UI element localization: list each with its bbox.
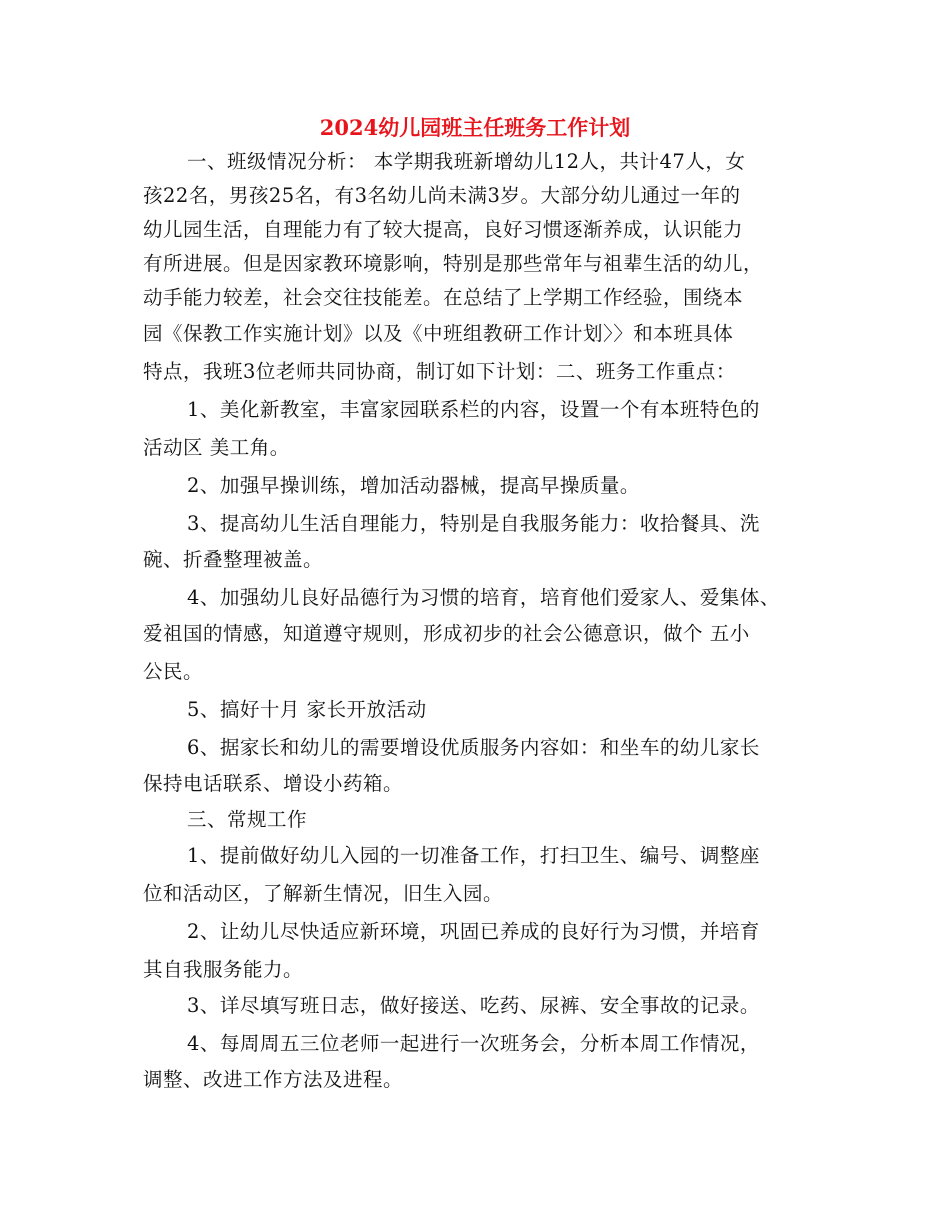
paragraph-line: 其自我服务能力。 xyxy=(143,958,304,981)
document-title: 2024幼儿园班主任班务工作计划 xyxy=(319,115,631,140)
paragraph-line: 有所进展。但是因家教环境影响，特别是那些常年与祖辈生活的幼儿， xyxy=(143,252,764,275)
paragraph-line: 爱祖国的情感，知道遵守规则，形成初步的社会公德意识，做个 五小 xyxy=(143,622,750,645)
paragraph-line: 1、提前做好幼儿入园的一切准备工作，打扫卫生、编号、调整座 xyxy=(187,844,760,867)
paragraph-line: 2、加强早操训练，增加活动器械，提高早操质量。 xyxy=(187,474,640,497)
paragraph-line: 特点，我班3位老师共同协商，制订如下计划：二、班务工作重点： xyxy=(143,360,736,383)
paragraph-line: 三、常规工作 xyxy=(187,808,308,831)
paragraph-line: 位和活动区，了解新生情况，旧生入园。 xyxy=(143,882,504,905)
paragraph-line: 6、据家长和幼儿的需要增设优质服务内容如：和坐车的幼儿家长 xyxy=(187,736,760,759)
paragraph-line: 一、班级情况分析： 本学期我班新增幼儿12人，共计47人，女 xyxy=(187,150,746,173)
paragraph-line: 孩22名，男孩25名，有3名幼儿尚未满3岁。大部分幼儿通过一年的 xyxy=(143,184,741,207)
paragraph-line: 5、搞好十月 家长开放活动 xyxy=(187,698,427,721)
paragraph-line: 4、加强幼儿良好品德行为习惯的培育，培育他们爱家人、爱集体、 xyxy=(187,586,780,609)
paragraph-line: 3、提高幼儿生活自理能力，特别是自我服务能力：收拾餐具、洗 xyxy=(187,512,760,535)
paragraph-line: 3、详尽填写班日志，做好接送、吃药、尿裤、安全事故的记录。 xyxy=(187,994,760,1017)
paragraph-line: 活动区 美工角。 xyxy=(143,436,290,459)
paragraph-line: 幼儿园生活，自理能力有了较大提高，良好习惯逐渐养成，认识能力 xyxy=(143,218,744,241)
paragraph-line: 保持电话联系、增设小药箱。 xyxy=(143,772,404,795)
paragraph-line: 4、每周周五三位老师一起进行一次班务会，分析本周工作情况， xyxy=(187,1032,760,1055)
paragraph-line: 1、美化新教室，丰富家园联系栏的内容，设置一个有本班特色的 xyxy=(187,398,760,421)
paragraph-line: 碗、折叠整理被盖。 xyxy=(143,548,324,571)
paragraph-line: 调整、改进工作方法及进程。 xyxy=(143,1068,404,1091)
paragraph-line: 动手能力较差，社会交往技能差。在总结了上学期工作经验，围绕本 xyxy=(143,286,744,309)
paragraph-line: 2、让幼儿尽快适应新环境，巩固已养成的良好行为习惯，并培育 xyxy=(187,920,760,943)
paragraph-line: 园《保教工作实施计划》以及《中班组教研工作计划〉〉和本班具体 xyxy=(143,322,734,345)
paragraph-line: 公民。 xyxy=(143,660,204,683)
